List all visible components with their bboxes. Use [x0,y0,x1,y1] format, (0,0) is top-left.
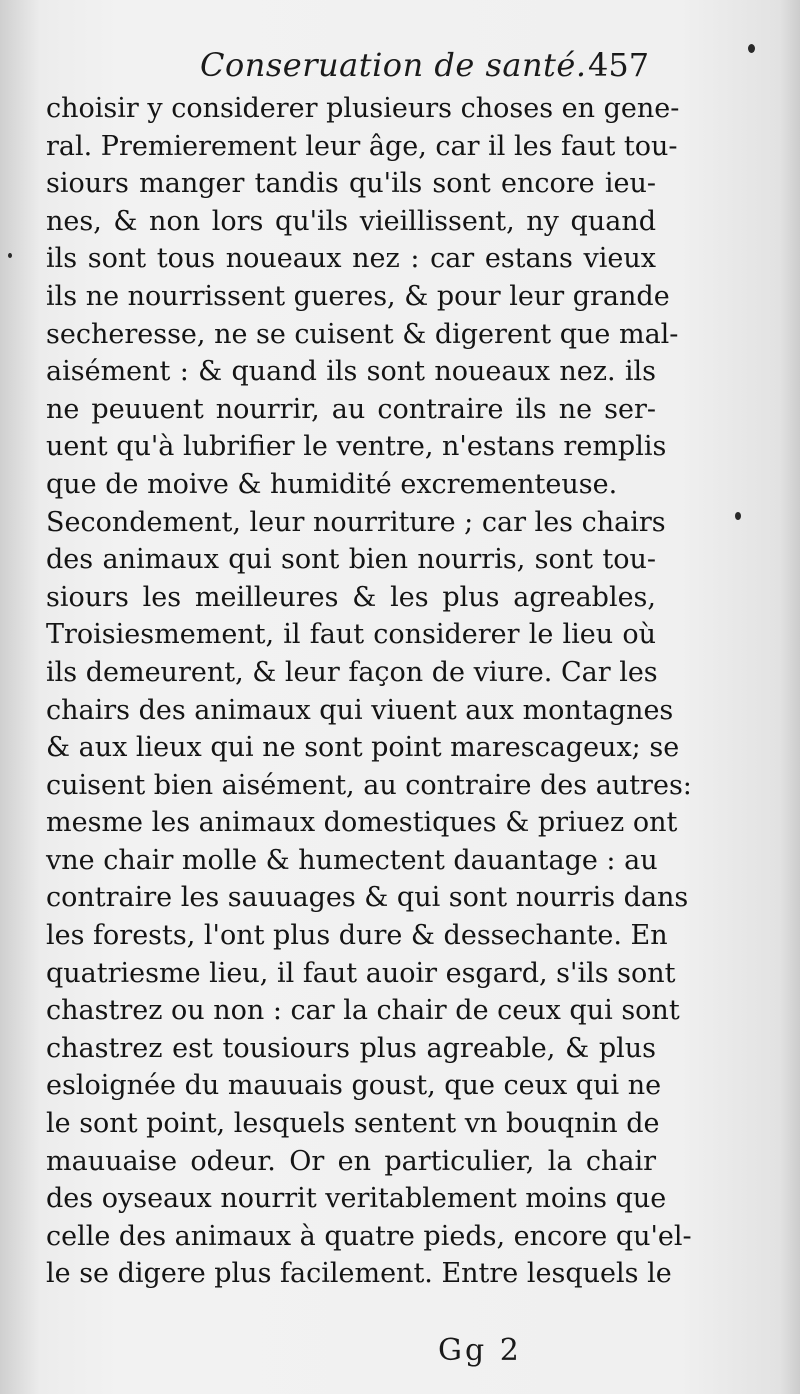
text-line: le se digere plus facilement. Entre lesquels le [46,1258,672,1290]
text-line: chastrez ou non : car la chair de ceux qui sont [46,995,680,1027]
signature-mark: Gg 2 [438,1333,522,1368]
text-line: ils sont tous noueaux nez : car estans vieux [46,243,656,275]
text-line: Secondement, leur nourriture ; car les chairs [46,506,666,538]
text-line: & aux lieux qui ne sont point marescageux; se [46,732,680,764]
running-title: Conseruation de santé. [200,46,587,84]
text-line: ne peuuent nourrir, au contraire ils ne ser- [46,393,656,425]
text-line: nes, & non lors qu'ils vieillissent, ny quand [46,205,656,237]
text-line: secheresse, ne se cuisent & digerent que mal- [46,318,679,350]
text-line: mauuaise odeur. Or en particulier, la chair [46,1145,656,1177]
running-head [0,44,800,94]
text-line: chastrez est tousiours plus agreable, & plus [46,1032,656,1064]
text-line: des oyseaux nourrit veritablement moins que [46,1183,667,1215]
text-line: les forests, l'ont plus dure & dessechante. En [46,920,668,952]
text-line: le sont point, lesquels sentent vn bouqnin de [46,1108,660,1140]
text-line: contraire les sauuages & qui sont nourris dans [46,882,689,914]
text-line: quatriesme lieu, il faut auoir esgard, s'ils sont [46,957,676,989]
text-line: ils demeurent, & leur façon de viure. Car les [46,656,658,688]
body-text [46,90,692,1293]
text-line: ils ne nourrissent gueres, & pour leur grande [46,280,670,312]
text-line: esloignée du mauuais goust, que ceux qui ne [46,1070,662,1102]
ink-speck [8,253,12,258]
text-line: siours les meilleures & les plus agreables, [46,581,656,613]
ink-speck [735,512,741,520]
text-line: vne chair molle & humectent dauantage : au [46,844,658,876]
text-line: choisir y considerer plusieurs choses en gene- [46,93,680,124]
text-line: celle des animaux à quatre pieds, encore qu'el- [46,1220,692,1252]
ink-speck [748,44,755,53]
text-line: mesme les animaux domestiques & priuez ont [46,807,678,839]
text-line: Troisiesmement, il faut considerer le lieu où [46,619,656,651]
text-line: des animaux qui sont bien nourris, sont tou- [46,544,656,576]
text-line: chairs des animaux qui viuent aux montagnes [46,694,674,726]
text-line: cuisent bien aisément, au contraire des autres: [46,769,692,801]
page-number: 457 [588,46,650,84]
text-line: que de moive & humidité excrementeuse. [46,468,618,500]
text-line: siours manger tandis qu'ils sont encore ieu- [46,168,656,200]
text-line: ral. Premierement leur âge, car il les faut tou- [46,130,678,162]
text-line: uent qu'à lubrifier le ventre, n'estans remplis [46,431,667,463]
text-line: aisément : & quand ils sont noueaux nez. ils [46,356,656,388]
bleed-through-text [160,0,680,40]
